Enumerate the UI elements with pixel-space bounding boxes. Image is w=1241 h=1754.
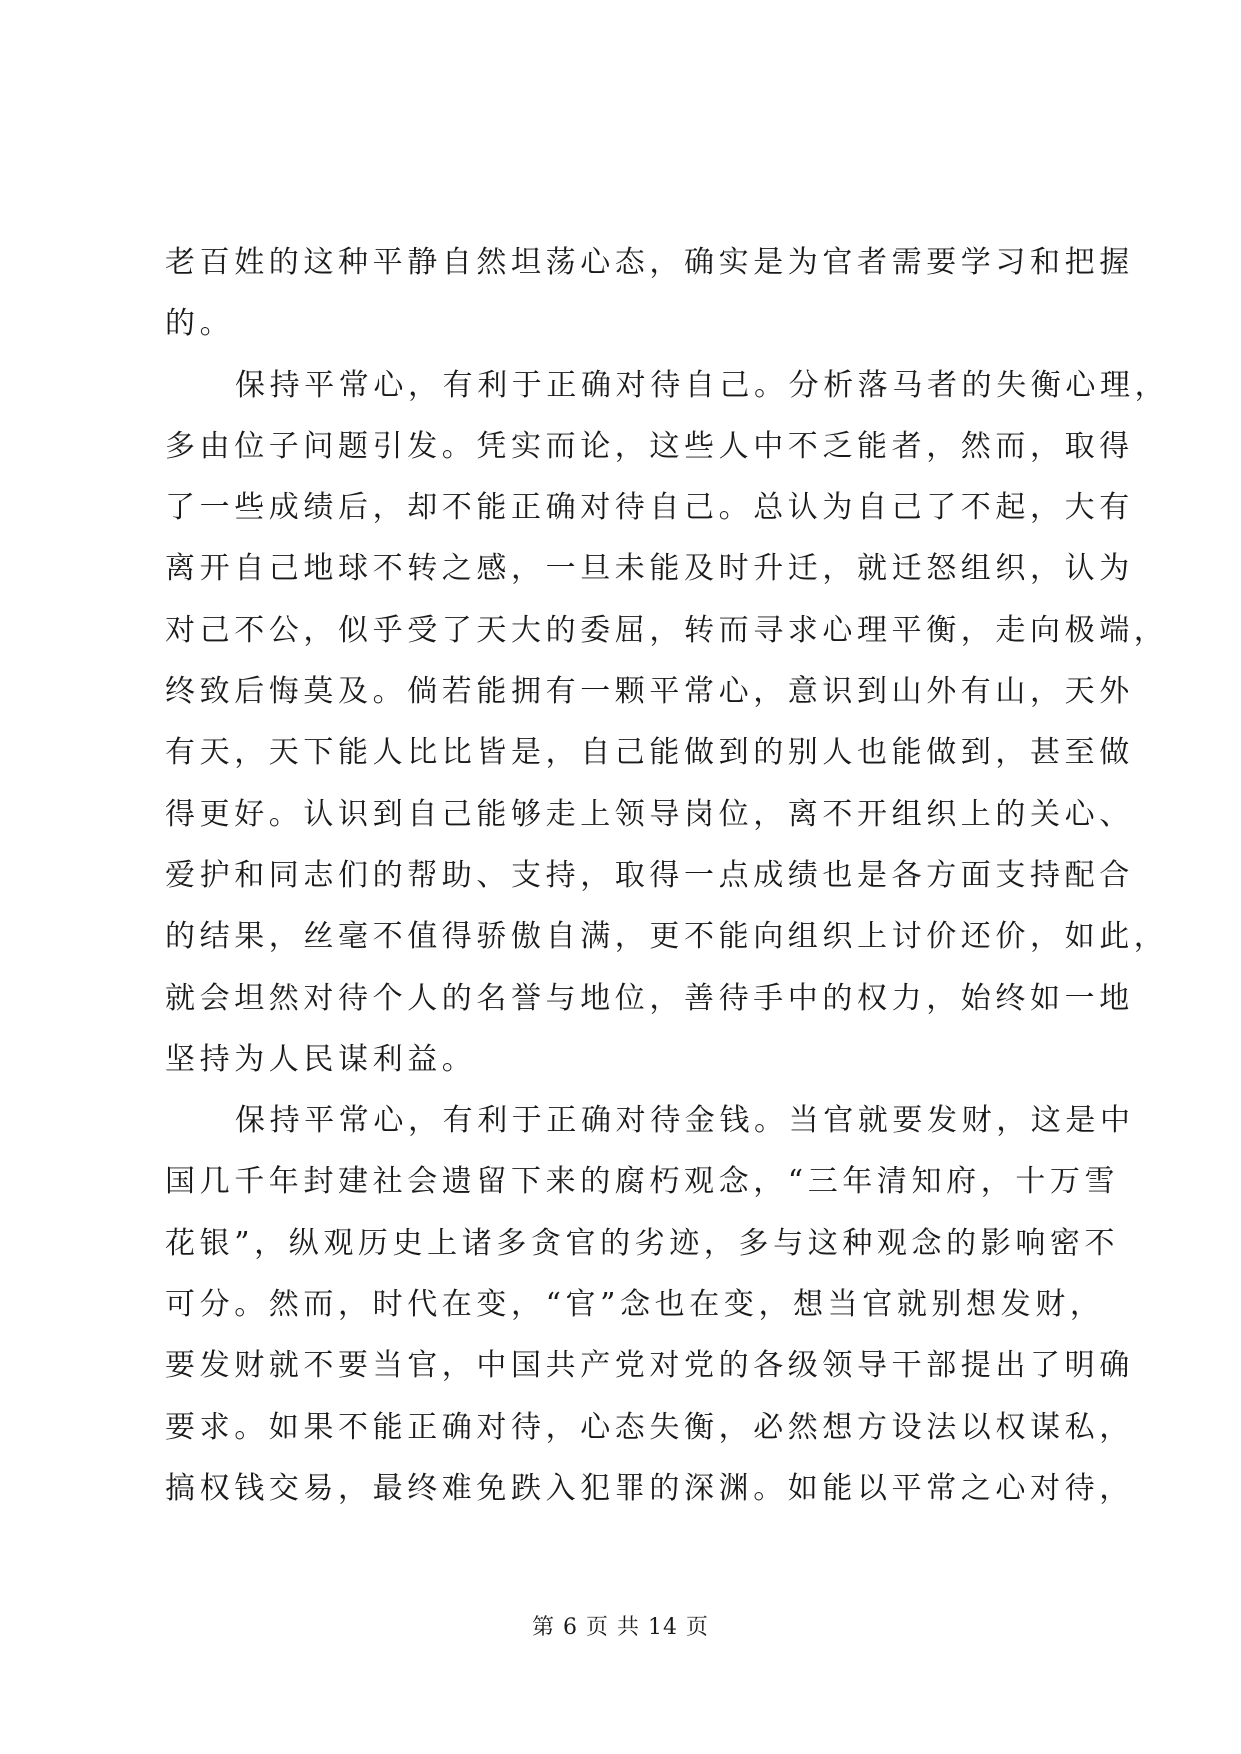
text-line: 爱护和同志们的帮助、支持，取得一点成绩也是各方面支持配合 xyxy=(165,857,1134,893)
text-line: 要求。如果不能正确对待，心态失衡，必然想方设法以权谋私， xyxy=(165,1409,1134,1445)
text-line: 离开自己地球不转之感，一旦未能及时升迁，就迁怒组织，认为 xyxy=(165,551,1134,587)
text-line: 坚持为人民谋利益。 xyxy=(165,1041,477,1077)
paragraph-start-line: 保持平常心，有利于正确对待金钱。当官就要发财，这是中 xyxy=(235,1103,1135,1139)
text-line: 的。 xyxy=(165,306,235,342)
body-text xyxy=(165,232,1170,1519)
text-line: 搞权钱交易，最终难免跌入犯罪的深渊。如能以平常之心对待， xyxy=(165,1470,1134,1506)
text-line: 有天，天下能人比比皆是，自己能做到的别人也能做到，甚至做 xyxy=(165,735,1134,771)
text-line: 得更好。认识到自己能够走上领导岗位，离不开组织上的关心、 xyxy=(165,796,1134,832)
text-line: 对己不公，似乎受了天大的委屈，转而寻求心理平衡，走向极端， xyxy=(165,612,1169,648)
text-line: 要发财就不要当官，中国共产党对党的各级领导干部提出了明确 xyxy=(165,1348,1134,1384)
text-line: 多由位子问题引发。凭实而论，这些人中不乏能者，然而，取得 xyxy=(165,428,1134,464)
text-line: 可分。然而，时代在变，“官”念也在变，想当官就别想发财， xyxy=(165,1287,1105,1323)
text-line: 了一些成绩后，却不能正确对待自己。总认为自己了不起，大有 xyxy=(165,490,1134,526)
text-line: 老百姓的这种平静自然坦荡心态，确实是为官者需要学习和把握 xyxy=(165,245,1134,280)
text-line: 的结果，丝毫不值得骄傲自满，更不能向组织上讨价还价，如此， xyxy=(165,919,1169,955)
text-line: 花银”，纵观历史上诸多贪官的劣迹，多与这种观念的影响密不 xyxy=(165,1225,1120,1261)
paragraph-start-line: 保持平常心，有利于正确对待自己。分析落马者的失衡心理， xyxy=(235,367,1170,403)
text-line: 国几千年封建社会遗留下来的腐朽观念，“三年清知府，十万雪 xyxy=(165,1164,1120,1200)
page-number-footer: 第 6 页 共 14 页 xyxy=(532,1615,709,1640)
text-line: 就会坦然对待个人的名誉与地位，善待手中的权力，始终如一地 xyxy=(165,980,1134,1016)
text-line: 终致后悔莫及。倘若能拥有一颗平常心，意识到山外有山，天外 xyxy=(165,674,1134,710)
